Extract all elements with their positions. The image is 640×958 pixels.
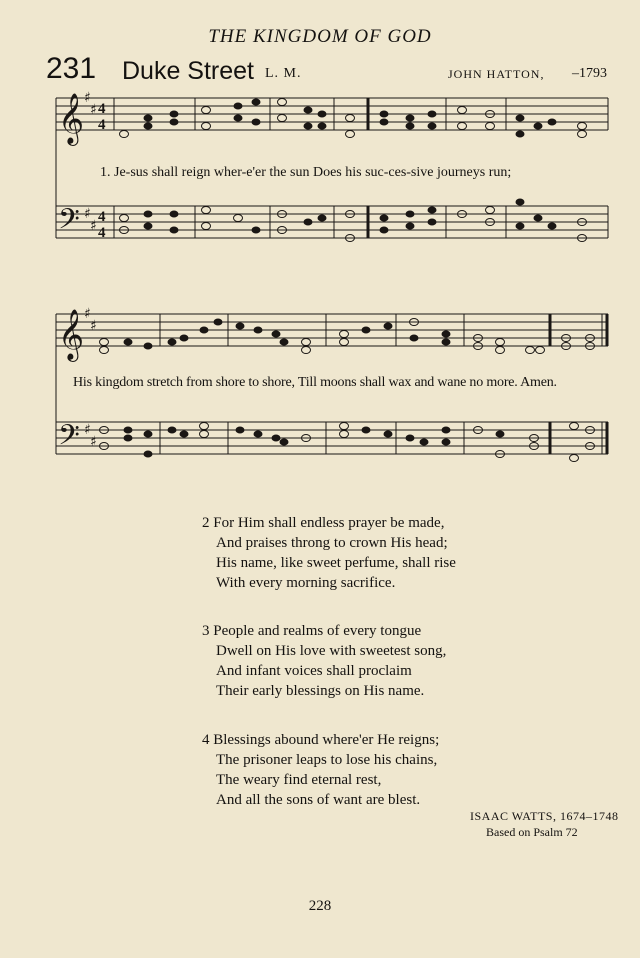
svg-text:4: 4: [98, 225, 106, 241]
treble-staff-1: [56, 98, 608, 130]
treble-clef: 𝄞: [58, 93, 85, 144]
verse-line: Dwell on His love with sweetest song,: [216, 643, 447, 659]
treble-staff-2: [56, 314, 608, 346]
based-on: Based on Psalm 72: [486, 825, 578, 839]
svg-text:4: 4: [98, 117, 106, 133]
verse-line: 2 For Him shall endless prayer be made,: [202, 515, 445, 531]
verse-3: [202, 621, 446, 701]
svg-text:♯: ♯: [90, 218, 97, 234]
verse-line: With every morning sacrifice.: [216, 575, 396, 591]
verse-line: And all the sons of want are blest.: [216, 792, 421, 808]
verse-line: Their early blessings on His name.: [216, 683, 425, 699]
verse-line: The prisoner leaps to lose his chains,: [216, 752, 438, 768]
composer-year: –1793: [572, 66, 607, 81]
svg-text:♯: ♯: [84, 306, 91, 322]
verse-line: And praises throng to crown His head;: [216, 535, 448, 551]
section-title: THE KINGDOM OF GOD: [208, 26, 432, 47]
bass-clef: 𝄢: [58, 203, 80, 243]
svg-text:♯: ♯: [90, 434, 97, 450]
svg-text:♯: ♯: [84, 422, 91, 438]
bass-notes: [120, 199, 587, 242]
svg-text:4: 4: [98, 101, 106, 117]
author-credit: ISAAC WATTS, 1674–1748: [470, 809, 619, 823]
verse-line: The weary find eternal rest,: [216, 772, 382, 788]
verse-line: And infant voices shall proclaim: [216, 663, 412, 679]
verse-number: 4: [202, 732, 210, 748]
lyric-line-1: 1. Je-sus shall reign wher-e'er the sun Does his suc-ces-sive journeys run;: [100, 165, 512, 180]
treble-notes: [120, 99, 587, 138]
verse-line: His name, like sweet perfume, shall rise: [216, 555, 456, 571]
treble-notes-2: [100, 319, 595, 354]
bass-clef: 𝄢: [58, 419, 80, 459]
lyric-line-2: His kingdom stretch from shore to shore, Till moons shall wax and wane no more. Amen.: [73, 375, 557, 390]
verse-2: [202, 513, 456, 593]
svg-text:♯: ♯: [84, 206, 91, 222]
svg-text:♯: ♯: [90, 102, 97, 118]
verse-line: 4 Blessings abound where'er He reigns;: [202, 732, 440, 748]
verse-line: 3 People and realms of every tongue: [202, 623, 422, 639]
verse-number: 3: [202, 623, 210, 639]
bass-notes-2: [100, 423, 595, 462]
verse-4: [202, 730, 439, 810]
meter: L. M.: [265, 66, 302, 81]
treble-clef: 𝄞: [58, 309, 85, 360]
key-signature: [84, 90, 97, 234]
bass-staff-2: [56, 422, 608, 454]
svg-text:4: 4: [98, 209, 106, 225]
verse-number: 2: [202, 515, 210, 531]
svg-text:♯: ♯: [90, 318, 97, 334]
hymn-number: 231: [46, 52, 97, 85]
svg-text:♯: ♯: [84, 90, 91, 106]
bass-staff-1: [56, 206, 608, 238]
composer: JOHN HATTON,: [448, 67, 545, 81]
tune-name: Duke Street: [122, 57, 255, 85]
page-number: 228: [308, 898, 332, 914]
